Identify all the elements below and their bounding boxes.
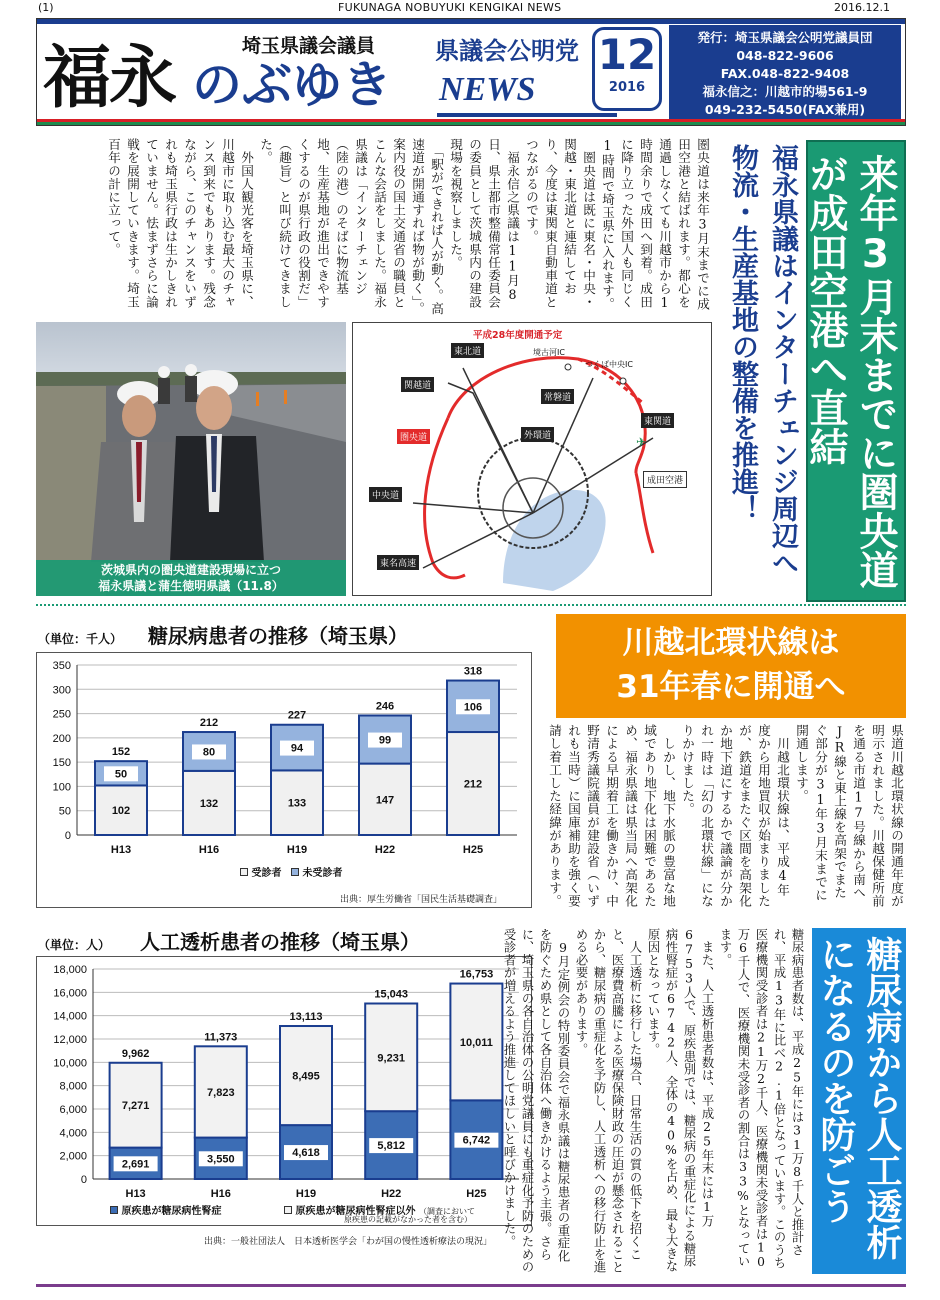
legend-label-nephropathy: 原疾患が糖尿病性腎症 <box>121 1206 222 1217</box>
bar-value-label: 102 <box>111 805 131 818</box>
legend-swatch-other <box>284 1206 292 1214</box>
bar-value-label: 6,742 <box>462 1134 491 1147</box>
article3-headline: 糖尿病から人工透析になるのを防ごう <box>812 928 906 1274</box>
legend-label-other: 原疾患が糖尿病性腎症以外 <box>295 1206 416 1217</box>
publisher-line: 発行：埼玉県議会公明党議員団 <box>697 30 873 45</box>
y-tick-label: 18,000 <box>53 964 87 976</box>
y-tick-label: 10,000 <box>53 1057 87 1070</box>
bar-value-label: 94 <box>290 742 304 755</box>
map-label-joban: 常磐道 <box>541 389 574 404</box>
x-tick-label: H13 <box>125 1188 146 1200</box>
article1-headline: 来年3月末までに圏央道が成田空港へ直結 <box>806 140 906 602</box>
map-title: 平成28年度開通予定 <box>473 330 563 341</box>
x-tick-label: H25 <box>462 844 484 856</box>
bar-value-label: 7,271 <box>121 1100 150 1113</box>
map-label-chuo: 中央道 <box>369 487 402 502</box>
publisher-line: FAX.048-822-9408 <box>720 66 850 81</box>
publisher-line: 049-232-5450(FAX兼用) <box>704 102 866 117</box>
bar-value-label: 133 <box>287 797 307 810</box>
x-tick-label: H16 <box>210 1188 231 1200</box>
y-tick-label: 12,000 <box>53 1034 87 1046</box>
masthead <box>36 18 906 126</box>
chart2-legend-a <box>110 1202 221 1217</box>
map-label-gaikan: 外環道 <box>521 427 554 442</box>
map-label-kanetsu: 関越道 <box>401 377 434 392</box>
masthead-english: FUKUNAGA NOBUYUKI KENGIKAI NEWS <box>338 1 562 14</box>
bar-value-label: 7,823 <box>207 1086 235 1099</box>
y-tick-label: 350 <box>52 660 71 672</box>
chart2-source: 出典：一般社団法人 日本透析医学会「わが国の慢性透析療法の現況」 <box>204 1237 493 1247</box>
bar-value-label: 147 <box>375 794 395 807</box>
map-label-narita: 成田空港 <box>643 471 687 488</box>
masthead-green-rule <box>37 122 905 125</box>
article2-headline-line: 川越北環状線は <box>622 625 840 661</box>
x-tick-label: H22 <box>374 844 396 856</box>
bar-value-label: 10,011 <box>459 1036 493 1049</box>
y-tick-label: 150 <box>52 757 71 770</box>
bar-value-label: 80 <box>202 746 216 759</box>
y-tick-label: 14,000 <box>53 1010 87 1023</box>
map-label-higashikanto: 東関道 <box>641 413 674 428</box>
legend-swatch-unvisited <box>291 868 299 876</box>
chart2-title: 人工透析患者の推移（埼玉県） <box>140 930 420 954</box>
bar-value-label: 5,812 <box>377 1140 405 1153</box>
bar-value-label: 106 <box>463 701 483 714</box>
news-underline <box>437 113 617 117</box>
chart2-plot <box>37 957 531 1225</box>
bar-total-label: 246 <box>375 700 395 713</box>
photo-caption-line: 福永県議と蒲生徳明県議（11.8） <box>98 579 284 593</box>
map-label-sakai: 境古河IC <box>533 348 565 357</box>
masthead-party: 県議会公明党 <box>435 37 579 65</box>
bar-value-label: 2,691 <box>121 1158 150 1171</box>
article2-headline-line: 31年春に開通へ <box>616 669 846 705</box>
legend-note-2: 原疾患の記載がなかった者を含む） <box>344 1215 472 1224</box>
legend-swatch-visited <box>240 868 248 876</box>
photo-illustration <box>36 322 346 596</box>
bar-total-label: 11,373 <box>204 1031 238 1044</box>
x-tick-label: H19 <box>286 844 308 856</box>
x-tick-label: H19 <box>295 1188 317 1200</box>
y-tick-label: 0 <box>64 830 71 842</box>
bar-value-label: 3,550 <box>207 1153 235 1166</box>
y-tick-label: 0 <box>80 1174 87 1186</box>
photo-caption-line: 茨城県内の圏央道建設現場に立つ <box>100 563 281 577</box>
y-tick-label: 4,000 <box>59 1127 87 1140</box>
legend-label-unvisited: 未受診者 <box>302 868 343 879</box>
publisher-line: 048-822-9606 <box>736 48 834 63</box>
airplane-icon: ✈ <box>636 435 647 449</box>
y-tick-label: 300 <box>52 684 71 697</box>
chart2-unit: （単位：人） <box>38 938 111 952</box>
article1-subhead: 福永県議はインターチェンジ周辺へ物流・生産基地の整備を推進！ <box>727 144 798 576</box>
bar-value-label: 212 <box>463 778 483 791</box>
bar-value-label: 9,231 <box>377 1052 405 1065</box>
chart2-frame <box>36 956 532 1226</box>
masthead-name-kana: のぶゆき <box>192 56 392 114</box>
bar-total-label: 16,753 <box>459 968 494 981</box>
x-tick-label: H13 <box>110 844 132 856</box>
y-tick-label: 250 <box>52 708 71 721</box>
issue-date: 2016.12.1 <box>834 1 890 14</box>
issue-number: 12 <box>597 30 657 79</box>
map-label-tomei: 東名高速 <box>377 555 419 570</box>
publisher-line: 福永信之：川越市的場561-9 <box>702 84 868 99</box>
legend-label-visited: 受診者 <box>251 868 282 879</box>
x-tick-label: H16 <box>198 844 220 856</box>
top-bar <box>0 0 940 16</box>
article2-body: 県道川越北環状線の開通年度が明示されました。川越保健所前を通る市道17号線から南へJR線と東上線を高架でまたぐ部分が31年3月末までに開通します。 川越北環状線は、平成4年度から用地買収が始まりましたが、鉄道をまたぐ区間を高架化か地下道にするかで議論が分かれ一時は「幻の北環状線」になりかけました。 しかし、地下水脈の豊富な地域であり地下化は困難であるため、福永県議は県当局へ高架化による早期着工を働きかけ、中野清秀議院議員が建設省（いずれも当時）に国庫補助を強く要請し着工した経緯があります。 <box>547 724 904 908</box>
chart1-source: 出典：厚生労働省「国民生活基礎調査」 <box>340 895 503 905</box>
bar-value-label: 8,495 <box>292 1070 320 1083</box>
masthead-subtitle: 埼玉県議会議員 <box>242 35 376 57</box>
y-tick-label: 2,000 <box>59 1150 87 1163</box>
issue-badge <box>592 27 662 111</box>
chart1-title: 糖尿病患者の推移（埼玉県） <box>148 624 408 648</box>
bar-value-label: 132 <box>199 797 219 810</box>
y-tick-label: 6,000 <box>59 1104 87 1116</box>
photo-caption <box>36 560 346 596</box>
y-tick-label: 100 <box>52 781 71 794</box>
y-tick-label: 50 <box>58 805 71 818</box>
article2-headline <box>556 614 906 718</box>
bar-value-label: 99 <box>378 734 392 747</box>
construction-site-photo <box>36 322 346 596</box>
bar-total-label: 9,962 <box>121 1047 150 1060</box>
bar-total-label: 13,113 <box>289 1011 323 1024</box>
legend-note: （調査において <box>418 1207 475 1216</box>
chart1-unit: （単位：千人） <box>38 632 123 646</box>
bar-total-label: 212 <box>199 717 219 730</box>
y-tick-label: 8,000 <box>59 1080 87 1093</box>
x-tick-label: H22 <box>381 1188 402 1200</box>
masthead-name-kanji: 福永 <box>43 39 176 118</box>
map-label-tsukuba: つくば中央IC <box>585 360 633 369</box>
bar-value-label: 4,618 <box>292 1147 320 1160</box>
footer-rule <box>36 1284 906 1287</box>
bar-total-label: 152 <box>111 746 131 759</box>
article3-body: 糖尿病患者数は、平成25年には31万8千人と推計され、平成13年に比べ2.1倍となっています。このうち医療機関受診者は21万2千人、医療機関未受診者は10万6千人で、医療機関未受診者の割合は33%となっています。 また、人工透析患者数は、平成25年末には1万6753人で、原疾患別では、糖尿病の重症化による糖尿病性腎症が6742人、全体の40%を占め、最も大きな原因となっています。 人工透析に移行した場合、日常生活の質の低下を招くこと、医療費高騰による医療保険財政の圧迫が懸念されることから、糖尿病の重症化を予防し、人工透析への移行防止を進める必要があります。 9月定例会の特別委員会で福永県議は糖尿患者の重症化を防ぐため県として各自治体へ働きかけるよう主張。さらに、埼玉県の各自治体の公明党議員にも重症化予防のための受診者が増えるよう推進してほしいと呼びかけました。 <box>502 928 804 1274</box>
article1-body: 圏央道は来年3月末までに成田空港と結ばれます。都心を通過しなくても川越市から1時間余りで成田へ到着。成田に降り立った外国人も同じく1時間で埼玉県に入れます。 圏央道は既に東名・中央・関越・東北道と連結しており、今度は東関東自動車道とつながるのです。 福永信之県議は11月8日、県土都市整備常任委員会の委員として茨城県内の建設現場を視察しました。 「駅ができれば人が動く。高速道が開通すれば物が動く」。案内役の国土交通省の職員とこんな会話をしました。福永県議は「インターチェンジ（陸の港）のそばに物流基地、生産基地が進出できやすくするのが県行政の役割だ」（趣旨）と叫び続けてきました。 外国人観光客を埼玉県に、川越市に取り込む最大のチャンス到来でもあります。残念ながら、このチャンスをいずれも埼玉県行政は生かしきれていません。怯まずさらに論戦を展開していきます。埼玉百年の計に立って。 <box>106 138 710 316</box>
bar-value-label: 50 <box>114 768 128 781</box>
y-tick-label: 200 <box>52 732 71 745</box>
map-label-tohoku: 東北道 <box>451 343 484 358</box>
bar-total-label: 227 <box>287 709 307 722</box>
section-divider <box>36 604 906 606</box>
bar-total-label: 15,043 <box>374 988 409 1001</box>
legend-swatch-nephropathy <box>110 1206 118 1214</box>
publisher-box <box>669 25 901 121</box>
x-tick-label: H25 <box>466 1188 487 1200</box>
page-number: (1) <box>38 1 54 14</box>
issue-year: 2016 <box>608 80 646 95</box>
expressway-map <box>352 322 712 596</box>
map-label-ken-o: 圏央道 <box>397 429 430 444</box>
masthead-top-rule <box>37 19 905 24</box>
y-tick-label: 16,000 <box>53 987 87 1000</box>
bar-total-label: 318 <box>463 665 483 678</box>
chart1-legend <box>240 864 342 879</box>
masthead-news: NEWS <box>439 71 536 108</box>
